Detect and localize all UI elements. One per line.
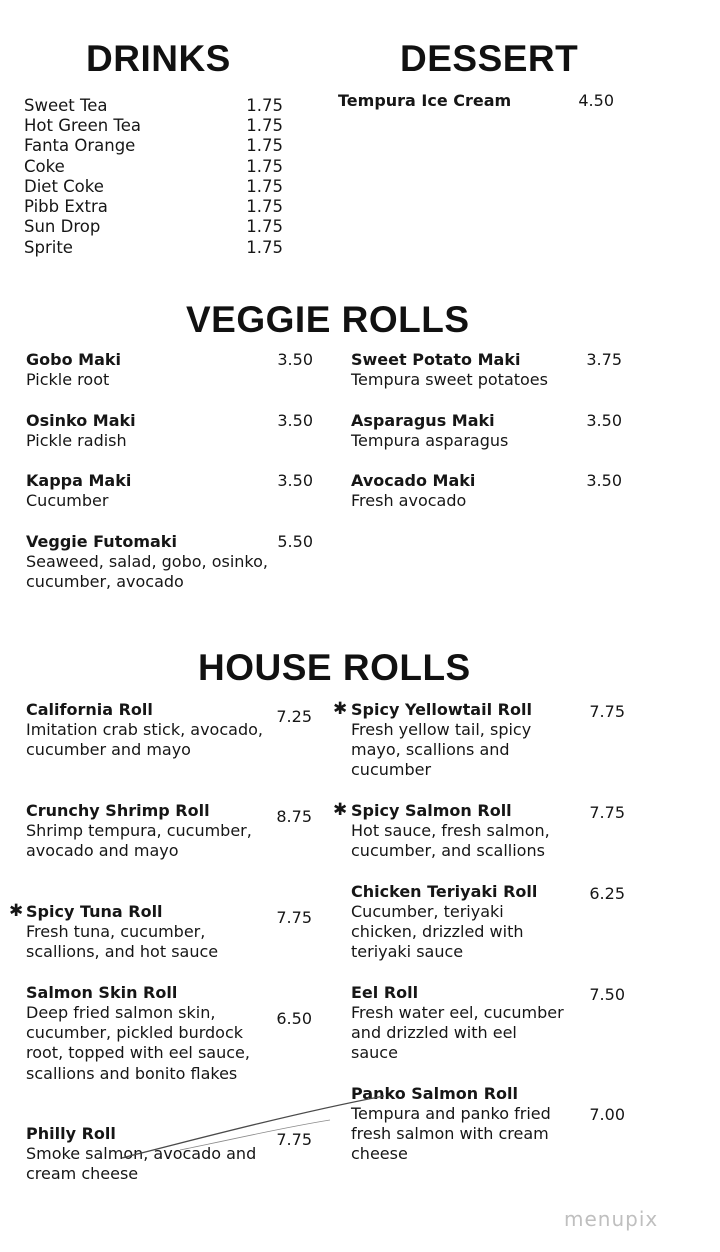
menupix-watermark: menupix — [564, 1207, 659, 1231]
veggie-item-name: Osinko Maki — [26, 411, 136, 430]
house-item-name: Spicy Tuna Roll — [26, 902, 163, 921]
house-item-price: 8.75 — [276, 807, 312, 826]
veggie-item-price: 3.50 — [277, 350, 313, 369]
drink-name: Hot Green Tea — [24, 116, 141, 135]
house-item-desc: Cucumber, teriyaki chicken, drizzled with teriyaki sauce — [351, 902, 524, 962]
house-item-name: Panko Salmon Roll — [351, 1084, 518, 1103]
veggie-item-name: Asparagus Maki — [351, 411, 495, 430]
dessert-item-price: 4.50 — [578, 91, 614, 110]
veggie-item-desc: Cucumber — [26, 491, 109, 510]
house-item-price: 6.50 — [276, 1009, 312, 1028]
house-item-name: Crunchy Shrimp Roll — [26, 801, 210, 820]
house-item-desc: Tempura and panko fried fresh salmon with cream cheese — [351, 1104, 551, 1164]
house-item-price: 7.50 — [589, 985, 625, 1004]
house-item-price: 7.75 — [589, 803, 625, 822]
veggie-item-desc: Pickle radish — [26, 431, 127, 450]
dessert-item-name: Tempura Ice Cream — [338, 91, 512, 110]
house-item-desc: Imitation crab stick, avocado, cucumber and mayo — [26, 720, 263, 760]
house-item-desc: Fresh yellow tail, spicy mayo, scallions and cucumber — [351, 720, 532, 780]
veggie-item-price: 3.50 — [586, 471, 622, 490]
drink-name: Diet Coke — [24, 177, 104, 196]
house-rolls-heading: HOUSE ROLLS — [198, 647, 471, 688]
veggie-item-desc: Tempura sweet potatoes — [351, 370, 548, 389]
veggie-item-price: 5.50 — [277, 532, 313, 551]
house-item-name: California Roll — [26, 700, 153, 719]
drink-price: 1.75 — [246, 177, 283, 196]
house-item-price: 7.25 — [276, 707, 312, 726]
house-item-name: Salmon Skin Roll — [26, 983, 178, 1002]
veggie-item-price: 3.50 — [277, 471, 313, 490]
drink-name: Sprite — [24, 238, 73, 257]
drink-price: 1.75 — [246, 197, 283, 216]
drink-name: Sweet Tea — [24, 96, 108, 115]
spicy-icon: ✱ — [333, 699, 348, 719]
drink-price: 1.75 — [246, 116, 283, 135]
spicy-icon: ✱ — [333, 800, 348, 820]
house-item-price: 7.75 — [589, 702, 625, 721]
drink-price: 1.75 — [246, 96, 283, 115]
veggie-item-name: Veggie Futomaki — [26, 532, 177, 551]
veggie-item-name: Gobo Maki — [26, 350, 121, 369]
house-item-price: 7.75 — [276, 908, 312, 927]
drink-name: Sun Drop — [24, 217, 101, 236]
house-item-desc: Smoke salmon, avocado and cream cheese — [26, 1144, 257, 1184]
veggie-item-desc: Fresh avocado — [351, 491, 467, 510]
veggie-item-price: 3.50 — [277, 411, 313, 430]
house-item-desc: Shrimp tempura, cucumber, avocado and mayo — [26, 821, 252, 861]
veggie-item-price: 3.75 — [586, 350, 622, 369]
veggie-rolls-heading: VEGGIE ROLLS — [186, 299, 470, 340]
drink-name: Fanta Orange — [24, 136, 136, 155]
house-item-name: Spicy Salmon Roll — [351, 801, 512, 820]
drink-name: Pibb Extra — [24, 197, 108, 216]
drink-price: 1.75 — [246, 157, 283, 176]
house-item-price: 7.75 — [276, 1130, 312, 1149]
drink-price: 1.75 — [246, 136, 283, 155]
house-item-price: 6.25 — [589, 884, 625, 903]
drink-name: Coke — [24, 157, 65, 176]
dessert-heading: DESSERT — [400, 38, 579, 79]
house-item-desc: Fresh water eel, cucumber and drizzled with eel sauce — [351, 1003, 564, 1063]
house-item-desc: Hot sauce, fresh salmon, cucumber, and scallions — [351, 821, 550, 861]
house-item-name: Chicken Teriyaki Roll — [351, 882, 538, 901]
house-item-name: Eel Roll — [351, 983, 419, 1002]
house-item-desc: Fresh tuna, cucumber, scallions, and hot sauce — [26, 922, 219, 962]
house-item-name: Spicy Yellowtail Roll — [351, 700, 532, 719]
veggie-item-name: Sweet Potato Maki — [351, 350, 521, 369]
drinks-heading: DRINKS — [86, 38, 231, 79]
spicy-icon: ✱ — [9, 901, 24, 921]
veggie-item-price: 3.50 — [586, 411, 622, 430]
veggie-item-desc: Seaweed, salad, gobo, osinko, cucumber, avocado — [26, 552, 268, 592]
veggie-item-desc: Tempura asparagus — [351, 431, 509, 450]
veggie-item-name: Kappa Maki — [26, 471, 132, 490]
house-item-price: 7.00 — [589, 1105, 625, 1124]
veggie-item-name: Avocado Maki — [351, 471, 476, 490]
house-item-desc: Deep fried salmon skin, cucumber, pickled burdock root, topped with eel sauce, scallions and bonito flakes — [26, 1003, 250, 1083]
drink-price: 1.75 — [246, 238, 283, 257]
veggie-item-desc: Pickle root — [26, 370, 110, 389]
drink-price: 1.75 — [246, 217, 283, 236]
house-item-name: Philly Roll — [26, 1124, 116, 1143]
